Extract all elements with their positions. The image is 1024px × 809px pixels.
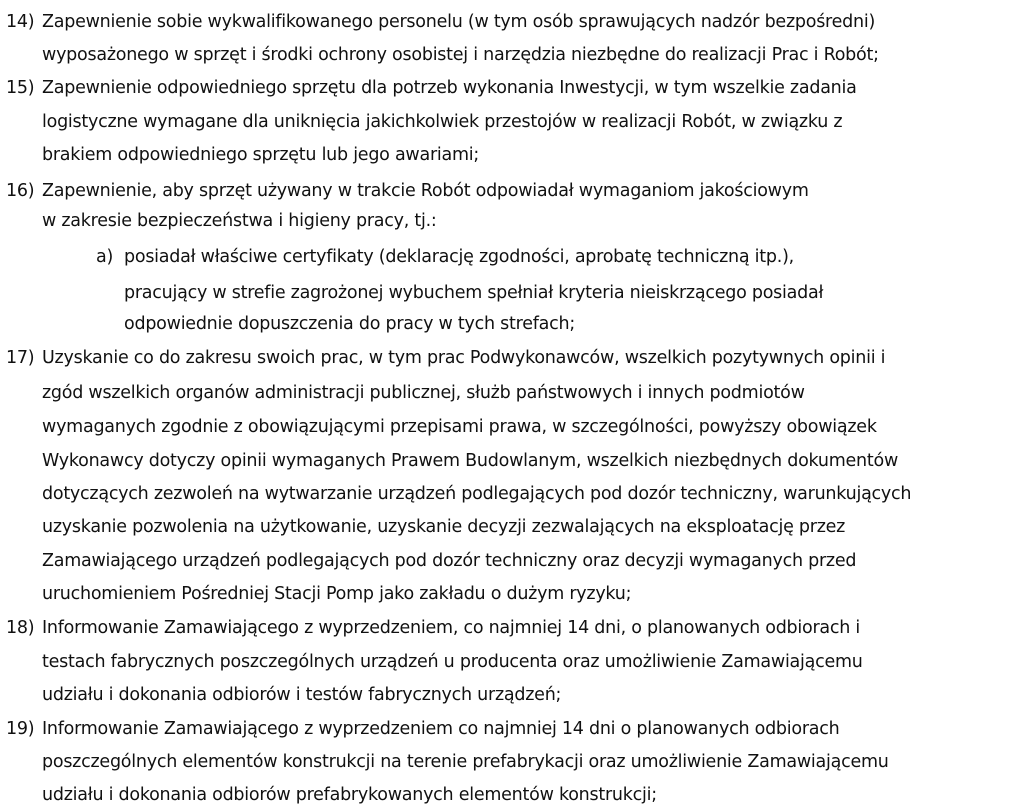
item-15-line-2: logistyczne wymagane dla uniknięcia jakichkolwiek przestojów w realizacji Robót, w związku z xyxy=(42,112,843,132)
item-17-line-5: dotyczących zezwoleń na wytwarzanie urządzeń podlegających pod dozór techniczny, warunkujących xyxy=(42,484,912,504)
item-17-line-6: uzyskanie pozwolenia na użytkowanie, uzyskanie decyzji zezwalających na eksploatację przez xyxy=(42,517,846,537)
item-number-15: 15) xyxy=(6,78,35,98)
item-17-line-8: uruchomieniem Pośredniej Stacji Pomp jako zakładu o dużym ryzyku; xyxy=(42,584,632,604)
item-19-line-2: poszczególnych elementów konstrukcji na terenie prefabrykacji oraz umożliwienie Zamawiającemu xyxy=(42,752,889,772)
item-18-line-1: Informowanie Zamawiającego z wyprzedzeniem, co najmniej 14 dni, o planowanych odbiorach i xyxy=(42,618,861,638)
item-number-14: 14) xyxy=(6,12,35,32)
item-17-line-7: Zamawiającego urządzeń podlegających pod dozór techniczny oraz decyzji wymaganych przed xyxy=(42,551,857,571)
item-number-18: 18) xyxy=(6,618,35,638)
item-17-line-4: Wykonawcy dotyczy opinii wymaganych Prawem Budowlanym, wszelkich niezbędnych dokumentów xyxy=(42,451,899,471)
item-19-line-3: udziału i dokonania odbiorów prefabrykowanych elementów konstrukcji; xyxy=(42,785,657,805)
item-14-line-1: Zapewnienie sobie wykwalifikowanego personelu (w tym osób sprawujących nadzór bezpośredni) xyxy=(42,12,876,32)
item-18-line-2: testach fabrycznych poszczególnych urządzeń u producenta oraz umożliwienie Zamawiającemu xyxy=(42,652,863,672)
item-16-line-2: w zakresie bezpieczeństwa i higieny pracy, tj.: xyxy=(42,211,437,231)
item-17-line-3: wymaganych zgodnie z obowiązującymi przepisami prawa, w szczególności, powyższy obowiązek xyxy=(42,417,877,437)
subitem-a-line-1: posiadał właściwe certyfikaty (deklarację zgodności, aprobatę techniczną itp.), xyxy=(124,247,794,267)
item-number-16: 16) xyxy=(6,181,35,201)
item-14-line-2: wyposażonego w sprzęt i środki ochrony osobistej i narzędzia niezbędne do realizacji Prac i Robót; xyxy=(42,45,879,65)
subitem-a-line-2: pracujący w strefie zagrożonej wybuchem spełniał kryteria nieiskrzącego posiadał xyxy=(124,283,824,303)
item-number-17: 17) xyxy=(6,348,35,368)
item-16-line-1: Zapewnienie, aby sprzęt używany w trakcie Robót odpowiadał wymaganiom jakościowym xyxy=(42,181,809,201)
item-15-line-1: Zapewnienie odpowiedniego sprzętu dla potrzeb wykonania Inwestycji, w tym wszelkie zadania xyxy=(42,78,857,98)
item-19-line-1: Informowanie Zamawiającego z wyprzedzeniem co najmniej 14 dni o planowanych odbiorach xyxy=(42,719,840,739)
item-17-line-2: zgód wszelkich organów administracji publicznej, służb państwowych i innych podmiotów xyxy=(42,383,805,403)
item-17-line-1: Uzyskanie co do zakresu swoich prac, w tym prac Podwykonawców, wszelkich pozytywnych opinii i xyxy=(42,348,886,368)
subitem-a-line-3: odpowiednie dopuszczenia do pracy w tych strefach; xyxy=(124,314,575,334)
subitem-letter-a: a) xyxy=(96,247,114,267)
item-15-line-3: brakiem odpowiedniego sprzętu lub jego awariami; xyxy=(42,145,480,165)
item-number-19: 19) xyxy=(6,719,35,739)
item-18-line-3: udziału i dokonania odbiorów i testów fabrycznych urządzeń; xyxy=(42,685,562,705)
